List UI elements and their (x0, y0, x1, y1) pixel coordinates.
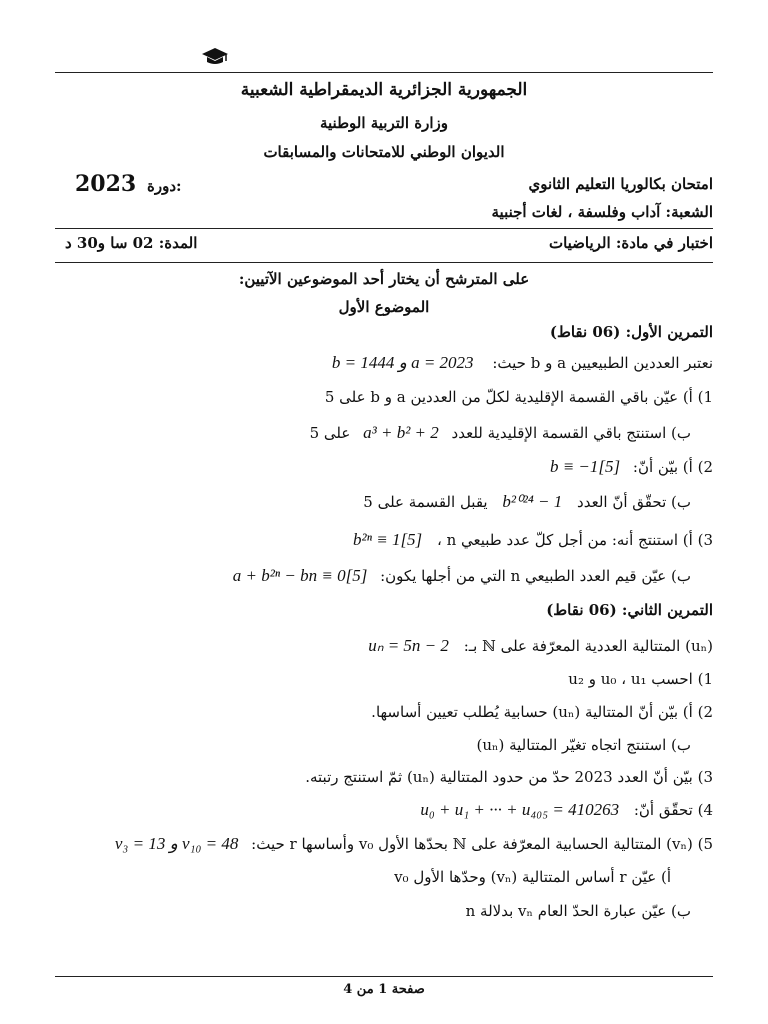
top-rule (55, 72, 713, 73)
exercise2-q2a: 2) أ) بيّن أنّ المتتالية (uₙ) حسابية يُطلب تعيين أساسها. (371, 703, 713, 721)
exercise2-q5b: ب) عيّن عبارة الحدّ العام vₙ بدلالة n (465, 902, 691, 920)
exercise2-q5: 5) (vₙ) المتتالية الحسابية المعرّفة على ℕ بحدّها الأول v₀ وأساسها r حيث: v₃ = 13 و v₁₀ = 48 (114, 834, 713, 853)
session: 2023 دورة: (75, 171, 182, 197)
instruction: على المترشح أن يختار أحد الموضوعين الآتيين: (238, 270, 530, 288)
exercise1-q3a: 3) أ) استنتج أنه: من أجل كلّ عدد طبيعي n ، b²ⁿ ≡ 1[5] (353, 530, 713, 549)
exercise1-q2b: ب) تحقّق أنّ العدد b²⁰²⁴ − 1 يقبل القسمة على 5 (363, 492, 691, 511)
subject-line: اختبار في مادة: الرياضيات المدة: 02 سا و30 د (65, 234, 713, 252)
exercise2-q5a: أ) عيّن r أساس المتتالية (vₙ) وحدّها الأول v₀ (394, 868, 671, 886)
exercise2-q2b: ب) استنتج اتجاه تغيّر المتتالية (uₙ) (476, 736, 691, 754)
header-rule-2 (55, 262, 713, 263)
exercise1-q3b: ب) عيّن قيم العدد الطبيعي n التي من أجلها يكون: a + b²ⁿ − bn ≡ 0[5] (232, 566, 691, 585)
exercise2-q4: 4) تحقّق أنّ: u₀ + u₁ + ··· + u₄₀₅ = 410263 (420, 800, 713, 819)
exercise2-definition: (uₙ) المتتالية العددية المعرّفة على ℕ بـ: uₙ = 5n − 2 (368, 636, 713, 655)
exercise1-statement: نعتبر العددين الطبيعيين a و b حيث: b = 1444 و a = 2023 (331, 353, 713, 372)
footer-rule (55, 976, 713, 977)
ministry-line: وزارة التربية الوطنية (319, 114, 448, 132)
exercise2-q3: 3) بيّن أنّ العدد 2023 حدّ من حدود المتتالية (uₙ) ثمّ استنتج رتبته. (305, 768, 713, 786)
header-rule-1 (55, 228, 713, 229)
exercise2-q1: 1) احسب u₀ ، u₁ و u₂ (568, 670, 713, 688)
exercise1-q2a: 2) أ) بيّن أنّ: b ≡ −1[5] (549, 457, 713, 476)
exercise1-q1a: 1) أ) عيّن باقي القسمة الإقليدية لكلّ من العددين a و b على 5 (324, 388, 713, 406)
republic-line: الجمهورية الجزائرية الديمقراطية الشعبية (240, 80, 528, 100)
office-line: الديوان الوطني للامتحانات والمسابقات (263, 143, 505, 161)
exam-line: امتحان بكالوريا التعليم الثانوي 2023 دورة: (75, 171, 713, 197)
exercise1-q1b: ب) استنتج باقي القسمة الإقليدية للعدد a³ + b² + 2 على 5 (309, 423, 691, 442)
branch-line: الشعبة: آداب وفلسفة ، لغات أجنبية (491, 203, 713, 221)
page-number: صفحة 1 من 4 (343, 982, 425, 997)
graduation-cap-icon (201, 47, 229, 67)
exercise1-title: التمرين الأول: (06 نقاط) (549, 323, 713, 341)
exercise2-title: التمرين الثاني: (06 نقاط) (546, 601, 713, 619)
topic-title: الموضوع الأول (338, 298, 430, 316)
